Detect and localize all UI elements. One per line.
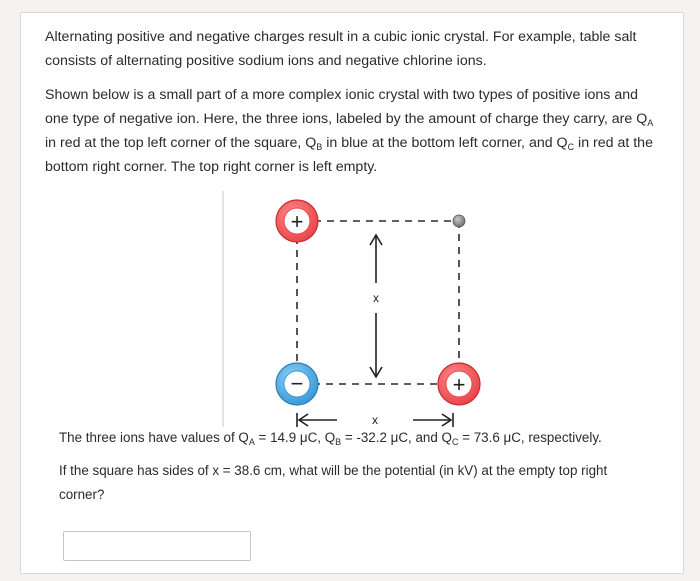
desc-text-1: Shown below is a small part of a more complex ionic crystal with two types of positive ions and one type of negative ion. Here, the three ions, labeled by the amount of charge they carry, are Q bbox=[45, 87, 648, 127]
vertical-dimension-arrow bbox=[370, 235, 382, 377]
plus-sign-a: + bbox=[290, 209, 304, 234]
empty-corner-point bbox=[453, 215, 465, 227]
values-text-b: = -32.2 μC, and Q bbox=[341, 430, 452, 445]
charge-qb-negative bbox=[276, 363, 318, 405]
horizontal-x-label: x bbox=[372, 413, 378, 427]
question-card bbox=[20, 12, 684, 574]
values-sub-b: B bbox=[335, 437, 342, 447]
values-text-a: = 14.9 μC, Q bbox=[254, 430, 336, 445]
desc-text-2: in red at the top left corner of the square, Q bbox=[45, 135, 317, 151]
values-text-c: = 73.6 μC, respectively. bbox=[458, 430, 602, 445]
values-sub-a: A bbox=[248, 437, 255, 447]
desc-sub-b: B bbox=[316, 142, 323, 152]
description-paragraph bbox=[45, 83, 663, 179]
charge-values-paragraph bbox=[59, 427, 659, 449]
charge-qc-positive bbox=[438, 363, 480, 405]
desc-text-4: in red at the bottom right corner. The top right corner is left empty. bbox=[45, 135, 653, 175]
desc-text-3: in blue at the bottom left corner, and Q bbox=[322, 135, 568, 151]
desc-sub-c: C bbox=[567, 142, 575, 152]
vertical-x-label: x bbox=[373, 291, 379, 305]
minus-sign-b: − bbox=[290, 371, 304, 396]
values-text-1: The three ions have values of Q bbox=[59, 430, 249, 445]
ionic-crystal-diagram bbox=[217, 179, 466, 429]
charge-qa-positive bbox=[276, 200, 318, 242]
answer-input[interactable] bbox=[63, 531, 251, 561]
intro-paragraph: Alternating positive and negative charges result in a cubic ionic crystal. For example, table salt consists of alternating positive sodium ions and negative chlorine ions. bbox=[45, 29, 637, 69]
plus-sign-c: + bbox=[452, 372, 466, 397]
question-paragraph: If the square has sides of x = 38.6 cm, what will be the potential (in kV) at the empty top right corner? bbox=[59, 463, 608, 502]
desc-sub-a: A bbox=[647, 118, 654, 128]
values-sub-c: C bbox=[451, 437, 459, 447]
